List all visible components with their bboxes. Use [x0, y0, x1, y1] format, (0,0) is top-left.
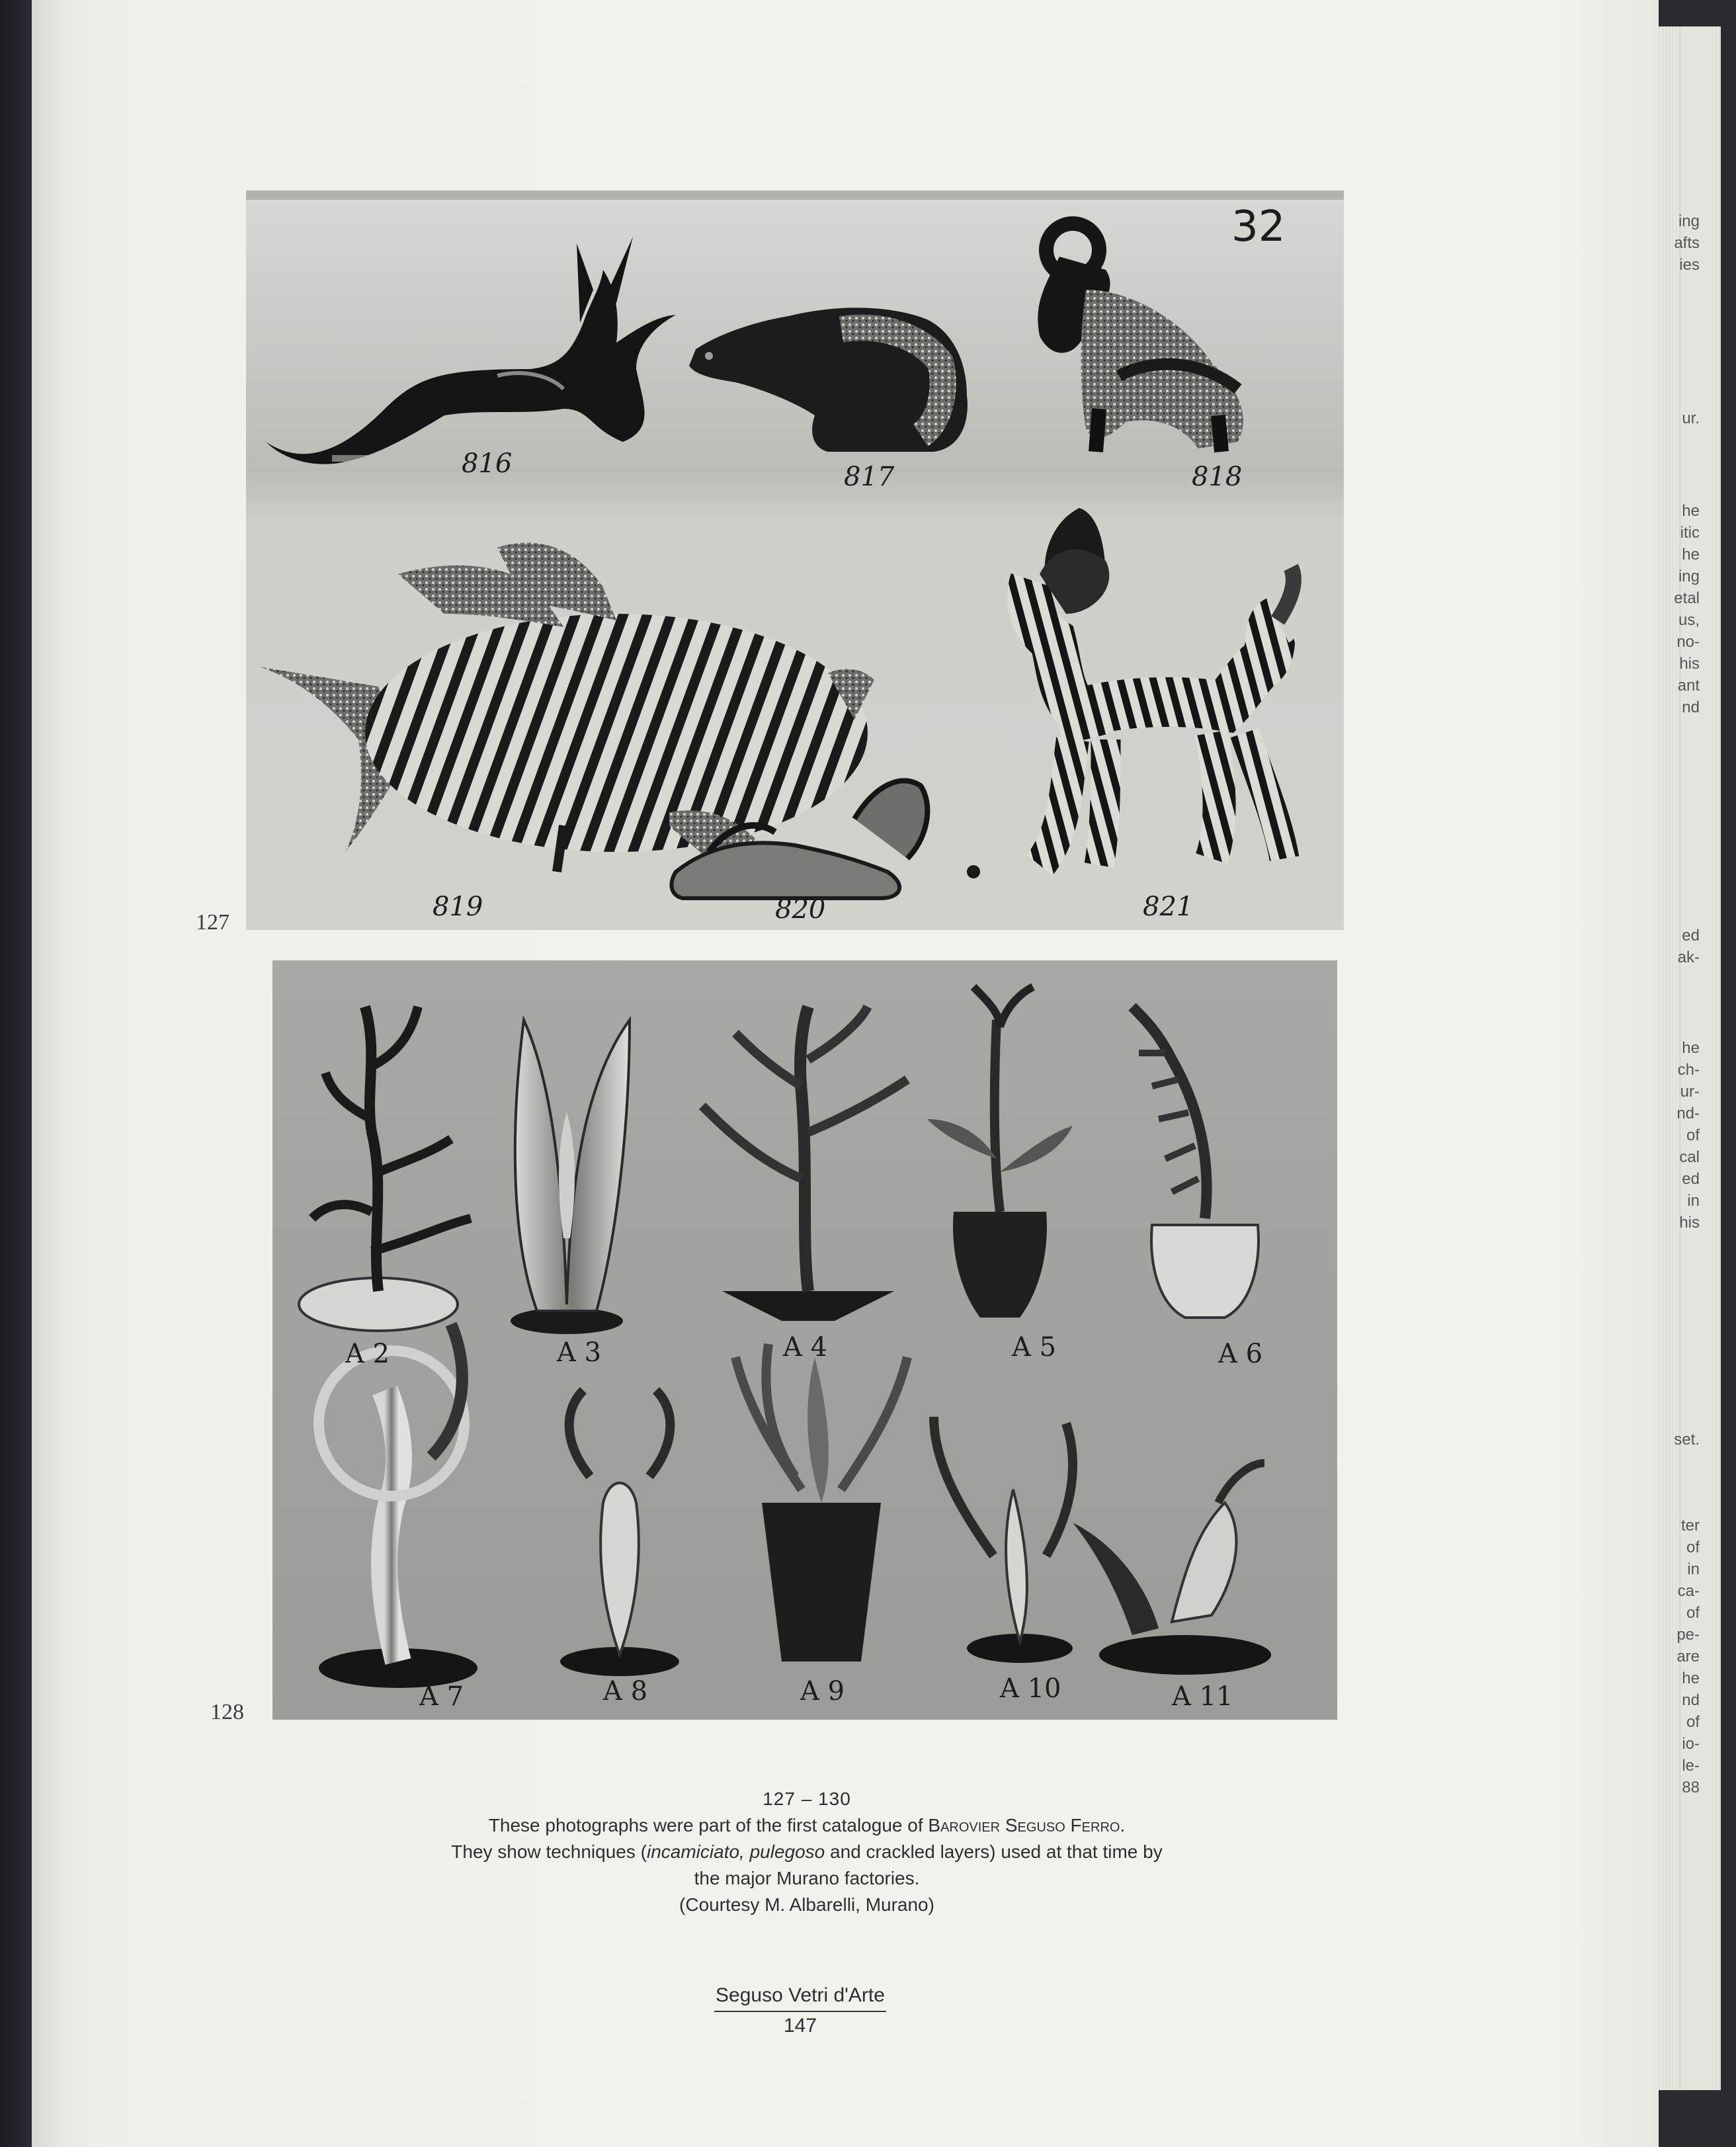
photo-glass-plants [272, 960, 1337, 1720]
facing-page-fragments [1647, 1037, 1700, 1234]
fragment: io- [1682, 1735, 1700, 1753]
glass-animals-illustration [246, 190, 1344, 930]
fragment: ed [1682, 927, 1700, 945]
fragment: of [1686, 1713, 1700, 1731]
running-footer [661, 1984, 939, 2037]
label-a9: A 9 [800, 1676, 845, 1706]
caption-line-4: (Courtesy M. Albarelli, Murano) [679, 1894, 934, 1915]
facing-page-fragments [1647, 925, 1700, 968]
running-title: Seguso Vetri d'Arte [716, 1984, 885, 2006]
fragment: 88 [1682, 1779, 1700, 1796]
caption-text: and crackled layers) used at that time by [825, 1841, 1163, 1862]
label-820: 820 [775, 894, 826, 925]
caption-text: They show techniques ( [451, 1841, 647, 1862]
plate-number-bottom: 128 [210, 1700, 244, 1724]
label-a2: A 2 [345, 1339, 390, 1369]
label-a10: A 10 [1000, 1673, 1061, 1704]
fragment: he [1682, 1039, 1700, 1057]
fragment: of [1686, 1126, 1700, 1144]
fragment: afts [1674, 234, 1700, 252]
fragment: etal [1674, 589, 1700, 607]
footer-rule [714, 2011, 886, 2012]
fragment: ing [1678, 212, 1700, 230]
fragment: in [1687, 1192, 1700, 1210]
fragment: pe- [1676, 1626, 1700, 1644]
fragment: us, [1678, 611, 1700, 629]
fragment: he [1682, 502, 1700, 520]
fragment: ies [1679, 256, 1700, 274]
fragment: nd [1682, 698, 1700, 716]
fragment: ch- [1677, 1061, 1700, 1079]
facing-page-fragments [1647, 500, 1700, 718]
caption-line-3: the major Murano factories. [694, 1868, 920, 1888]
caption-text: . [1120, 1815, 1126, 1835]
caption-range: 127 – 130 [763, 1789, 851, 1809]
page-number: 147 [783, 2015, 817, 2037]
fragment: of [1686, 1604, 1700, 1622]
fragment: nd [1682, 1691, 1700, 1709]
fragment: no- [1676, 633, 1700, 651]
label-821: 821 [1143, 892, 1194, 922]
facing-page-fragments [1647, 210, 1700, 276]
label-817: 817 [844, 462, 895, 492]
figure-caption [423, 1786, 1190, 1918]
label-816: 816 [462, 448, 513, 479]
caption-brand: Barovier Seguso Ferro [928, 1815, 1120, 1835]
fragment: itic [1680, 524, 1700, 542]
caption-italic: incamiciato, pulegoso [646, 1841, 825, 1862]
fragment: le- [1682, 1757, 1700, 1775]
caption-text: These photographs were part of the first catalogue of [488, 1815, 929, 1835]
fragment: his [1679, 655, 1700, 673]
fragment: ing [1678, 568, 1700, 585]
fragment: ur. [1682, 409, 1700, 427]
label-a6: A 6 [1218, 1339, 1263, 1369]
label-a7: A 7 [419, 1681, 464, 1712]
label-818: 818 [1192, 462, 1243, 492]
fragment: he [1682, 1669, 1700, 1687]
facing-page-fragments [1647, 1515, 1700, 1798]
label-a11: A 11 [1172, 1681, 1233, 1712]
fragment: ant [1677, 677, 1700, 695]
fragment: his [1679, 1214, 1700, 1232]
fragment: are [1676, 1648, 1700, 1665]
fragment: nd- [1676, 1105, 1700, 1122]
photo-glass-animals [246, 190, 1344, 930]
facing-page-fragments [1647, 1429, 1700, 1451]
plate-number-top: 127 [196, 910, 229, 935]
fragment: set. [1674, 1431, 1700, 1449]
label-819: 819 [433, 892, 483, 922]
fragment: ak- [1677, 948, 1700, 966]
fragment: ed [1682, 1170, 1700, 1188]
label-a3: A 3 [557, 1337, 602, 1368]
fragment: in [1687, 1560, 1700, 1578]
caption-line-1 [423, 1812, 1190, 1839]
fragment: he [1682, 546, 1700, 564]
label-a4: A 4 [783, 1332, 828, 1363]
facing-page-fragments [1647, 407, 1700, 429]
fragment: ur- [1680, 1083, 1700, 1101]
fragment: cal [1679, 1148, 1700, 1166]
label-a8: A 8 [603, 1676, 648, 1706]
label-a5: A 5 [1012, 1332, 1057, 1363]
fragment: ca- [1677, 1582, 1700, 1600]
fragment: ter [1680, 1517, 1700, 1535]
catalogue-page-number: 32 [1231, 202, 1286, 251]
caption-line-2 [423, 1839, 1190, 1865]
fragment: of [1686, 1538, 1700, 1556]
